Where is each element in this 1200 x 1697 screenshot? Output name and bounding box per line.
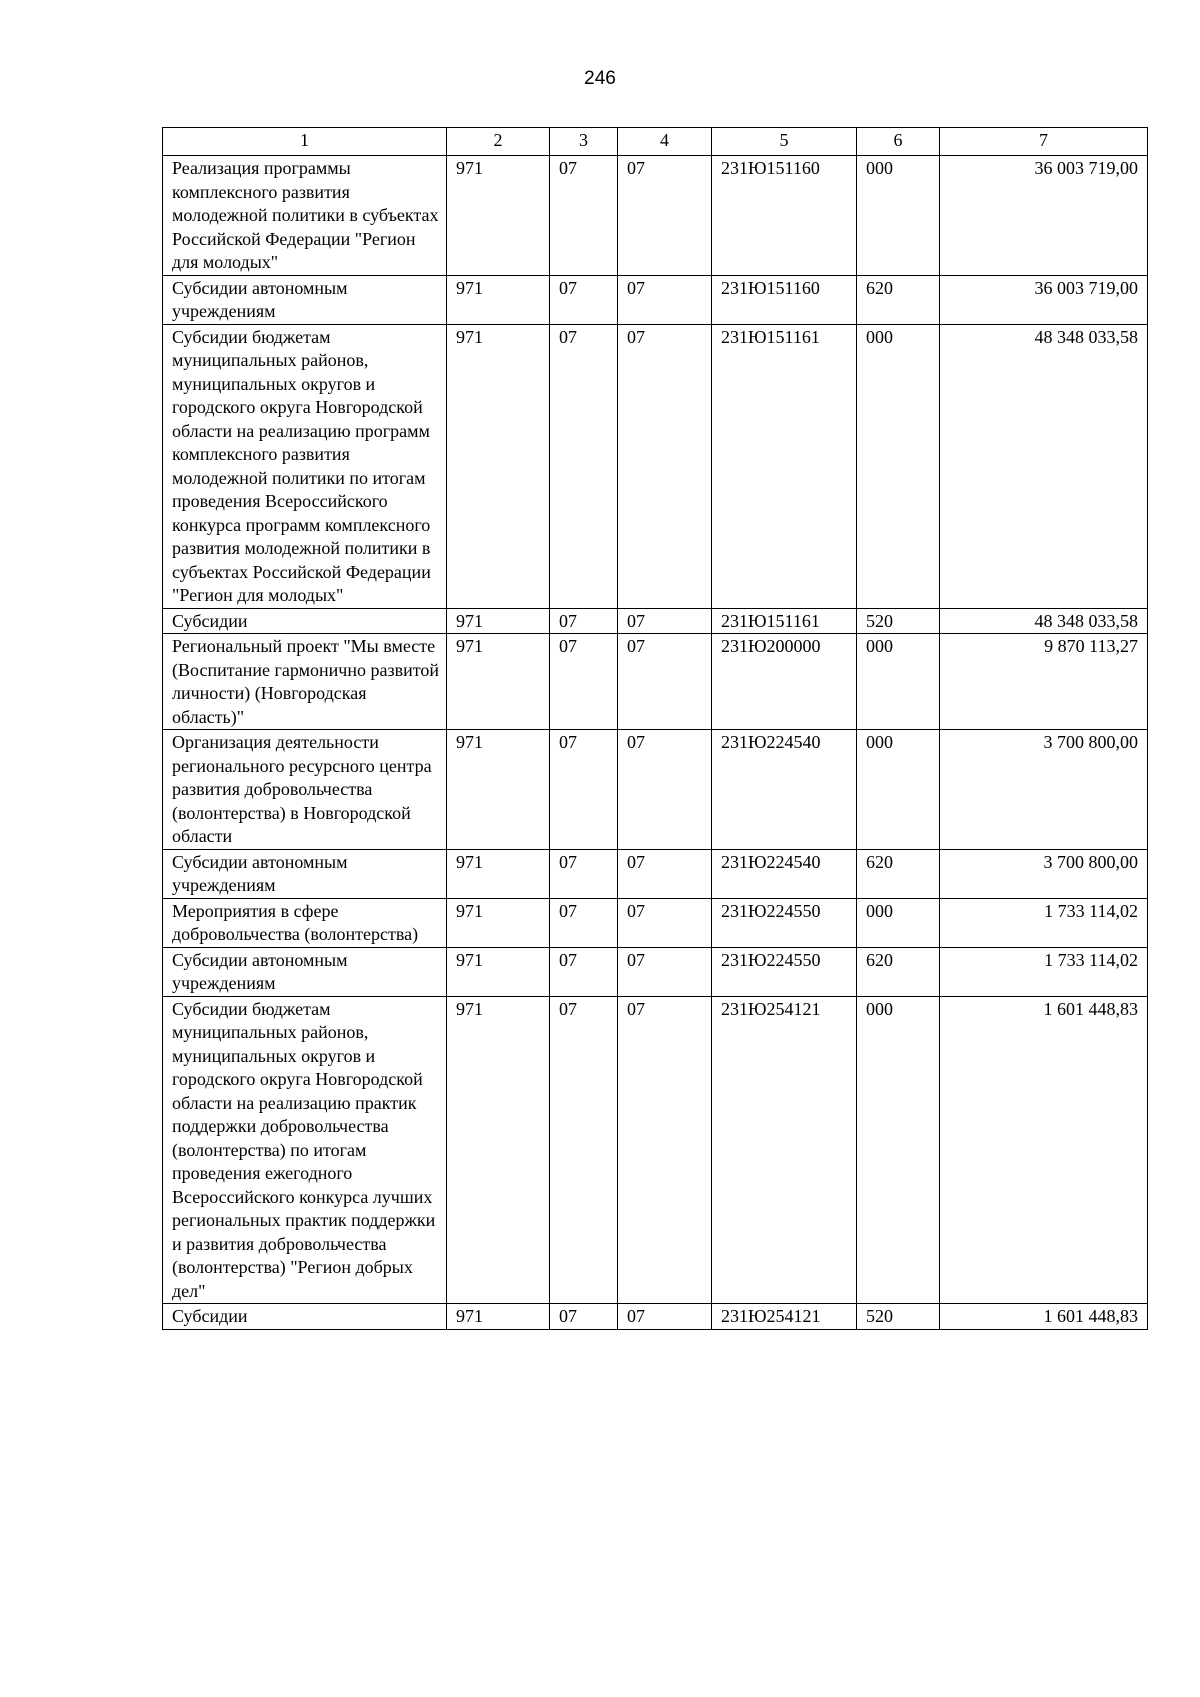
row-amount-cell: 1 733 114,02: [940, 947, 1148, 996]
row-expense-type-cell: 000: [857, 996, 940, 1304]
row-subsection-cell: 07: [618, 898, 712, 947]
row-expense-type-cell: 620: [857, 275, 940, 324]
table-row: [163, 947, 1148, 996]
row-subsection-cell: 07: [618, 730, 712, 850]
row-target-article-cell: 231Ю151160: [712, 156, 857, 276]
row-name-cell: Субсидии: [163, 1304, 447, 1330]
column-header: 6: [857, 128, 940, 156]
row-name-cell: Организация деятельности регионального ресурсного центра развития добровольчества (волонтерства) в Новгородской области: [163, 730, 447, 850]
row-amount-cell: 9 870 113,27: [940, 634, 1148, 730]
row-section-cell: 07: [550, 324, 618, 608]
row-section-cell: 07: [550, 730, 618, 850]
row-amount-cell: 3 700 800,00: [940, 849, 1148, 898]
row-section-cell: 07: [550, 156, 618, 276]
column-header: 1: [163, 128, 447, 156]
row-name-cell: Субсидии автономным учреждениям: [163, 849, 447, 898]
row-code-cell: 971: [447, 730, 550, 850]
row-section-cell: 07: [550, 634, 618, 730]
row-amount-cell: 36 003 719,00: [940, 275, 1148, 324]
row-section-cell: 07: [550, 849, 618, 898]
row-code-cell: 971: [447, 849, 550, 898]
row-name-cell: Мероприятия в сфере добровольчества (волонтерства): [163, 898, 447, 947]
row-subsection-cell: 07: [618, 1304, 712, 1330]
row-subsection-cell: 07: [618, 947, 712, 996]
row-subsection-cell: 07: [618, 324, 712, 608]
row-section-cell: 07: [550, 947, 618, 996]
column-header: 7: [940, 128, 1148, 156]
row-name-cell: Региональный проект "Мы вместе (Воспитание гармонично развитой личности) (Новгородская область)": [163, 634, 447, 730]
row-amount-cell: 1 601 448,83: [940, 996, 1148, 1304]
table-row: [163, 608, 1148, 634]
row-expense-type-cell: 000: [857, 730, 940, 850]
row-expense-type-cell: 000: [857, 634, 940, 730]
row-expense-type-cell: 000: [857, 898, 940, 947]
row-code-cell: 971: [447, 898, 550, 947]
row-target-article-cell: 231Ю254121: [712, 1304, 857, 1330]
row-amount-cell: 3 700 800,00: [940, 730, 1148, 850]
row-code-cell: 971: [447, 1304, 550, 1330]
row-amount-cell: 1 733 114,02: [940, 898, 1148, 947]
row-expense-type-cell: 000: [857, 324, 940, 608]
row-target-article-cell: 231Ю151160: [712, 275, 857, 324]
budget-table: [162, 127, 1148, 1330]
row-section-cell: 07: [550, 608, 618, 634]
row-subsection-cell: 07: [618, 608, 712, 634]
row-name-cell: Субсидии автономным учреждениям: [163, 275, 447, 324]
row-code-cell: 971: [447, 324, 550, 608]
table-row: [163, 996, 1148, 1304]
page-number: 246: [584, 68, 616, 89]
row-expense-type-cell: 000: [857, 156, 940, 276]
row-target-article-cell: 231Ю224540: [712, 730, 857, 850]
row-subsection-cell: 07: [618, 849, 712, 898]
row-amount-cell: 36 003 719,00: [940, 156, 1148, 276]
column-header: 4: [618, 128, 712, 156]
row-section-cell: 07: [550, 275, 618, 324]
row-code-cell: 971: [447, 275, 550, 324]
row-target-article-cell: 231Ю151161: [712, 324, 857, 608]
row-name-cell: Субсидии бюджетам муниципальных районов, муниципальных округов и городского округа Новгородской области на реализацию практик поддержки добровольчества (волонтерства) по итогам проведения ежегодного Всероссийского конкурса лучших региональных практик поддержки и развития добровольчества (волонтерства) "Регион добрых дел": [163, 996, 447, 1304]
column-header: 5: [712, 128, 857, 156]
table-row: [163, 898, 1148, 947]
table-row: [163, 634, 1148, 730]
row-amount-cell: 48 348 033,58: [940, 324, 1148, 608]
row-expense-type-cell: 620: [857, 947, 940, 996]
row-code-cell: 971: [447, 947, 550, 996]
table-row: [163, 849, 1148, 898]
row-subsection-cell: 07: [618, 996, 712, 1304]
row-subsection-cell: 07: [618, 634, 712, 730]
row-expense-type-cell: 620: [857, 849, 940, 898]
row-target-article-cell: 231Ю224540: [712, 849, 857, 898]
table-row: [163, 324, 1148, 608]
row-section-cell: 07: [550, 1304, 618, 1330]
row-name-cell: Реализация программы комплексного развития молодежной политики в субъектах Российской Федерации "Регион для молодых": [163, 156, 447, 276]
row-target-article-cell: 231Ю224550: [712, 947, 857, 996]
row-target-article-cell: 231Ю151161: [712, 608, 857, 634]
row-code-cell: 971: [447, 996, 550, 1304]
row-amount-cell: 48 348 033,58: [940, 608, 1148, 634]
table-body: [163, 128, 1148, 1330]
row-subsection-cell: 07: [618, 156, 712, 276]
row-target-article-cell: 231Ю200000: [712, 634, 857, 730]
row-amount-cell: 1 601 448,83: [940, 1304, 1148, 1330]
table-row: [163, 730, 1148, 850]
column-header: 3: [550, 128, 618, 156]
row-expense-type-cell: 520: [857, 1304, 940, 1330]
row-name-cell: Субсидии автономным учреждениям: [163, 947, 447, 996]
row-target-article-cell: 231Ю224550: [712, 898, 857, 947]
table-row: [163, 156, 1148, 276]
row-section-cell: 07: [550, 996, 618, 1304]
row-subsection-cell: 07: [618, 275, 712, 324]
row-target-article-cell: 231Ю254121: [712, 996, 857, 1304]
table-row: [163, 1304, 1148, 1330]
header-row: [163, 128, 1148, 156]
row-name-cell: Субсидии: [163, 608, 447, 634]
row-section-cell: 07: [550, 898, 618, 947]
row-name-cell: Субсидии бюджетам муниципальных районов, муниципальных округов и городского округа Новгородской области на реализацию программ комплексного развития молодежной политики по итогам проведения Всероссийского конкурса программ комплексного развития молодежной политики в субъектах Российской Федерации "Регион для молодых": [163, 324, 447, 608]
row-code-cell: 971: [447, 608, 550, 634]
table-row: [163, 275, 1148, 324]
row-expense-type-cell: 520: [857, 608, 940, 634]
row-code-cell: 971: [447, 634, 550, 730]
row-code-cell: 971: [447, 156, 550, 276]
column-header: 2: [447, 128, 550, 156]
